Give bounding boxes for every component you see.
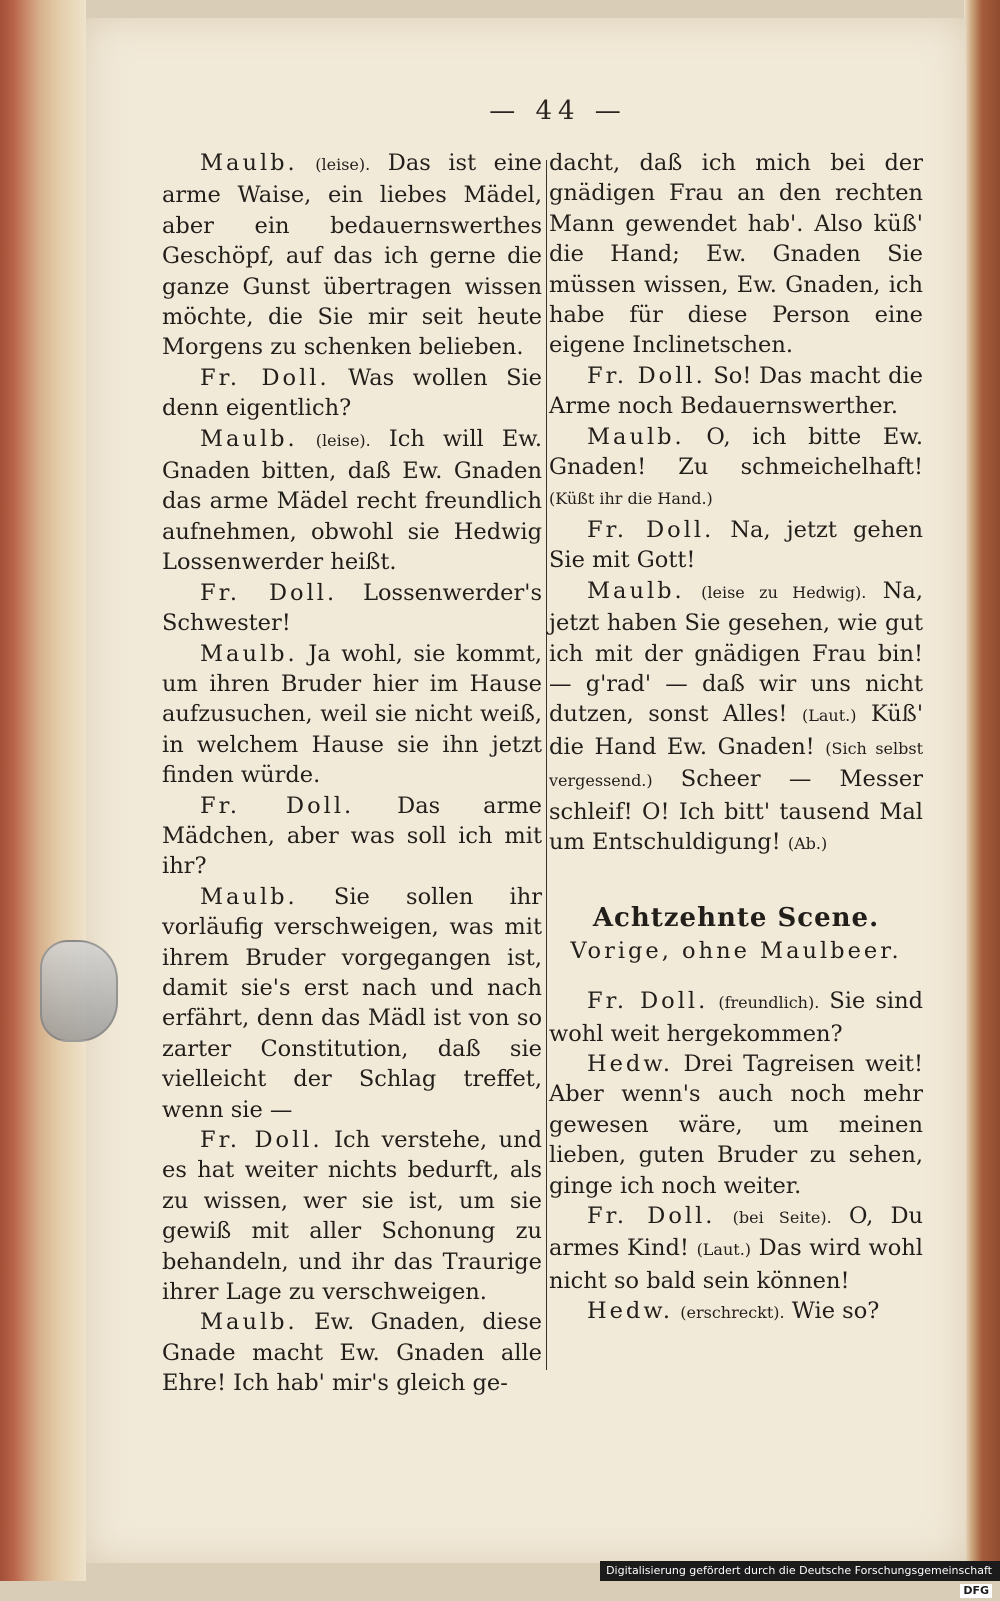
stage-direction: (leise). — [315, 155, 371, 174]
dialogue-line — [162, 424, 542, 578]
dialogue-text: Das wird wohl nicht so bald sein können! — [549, 1235, 923, 1294]
dialogue-line — [549, 576, 923, 860]
dialogue-line — [162, 791, 542, 882]
stage-direction: (leise zu Hedwig). — [701, 582, 867, 602]
stage-direction: (Küßt ihr die Hand.) — [549, 489, 713, 509]
page-clip-shadow — [40, 940, 118, 1042]
dialogue-text: Sie sollen ihr vorläufig verschweigen, was mit ihrem Bruder vorgegangen ist, damit sie's erst nach und nach erfährt, denn das Mädl ist von so zarter Constitution, daß sie vielleicht der Schlag treffet, wenn sie — — [162, 883, 542, 1123]
speaker-name: Fr. Doll. — [587, 988, 709, 1015]
left-column — [162, 148, 542, 1399]
speaker-name: Fr. Doll. — [200, 1127, 323, 1153]
stage-direction: (Laut.) — [696, 1240, 752, 1260]
stage-direction: (bei Seite). — [732, 1208, 832, 1227]
speaker-name: Fr. Doll. — [200, 579, 338, 606]
dialogue-text: O, Du armes Kind! — [549, 1203, 924, 1262]
dialogue-line — [162, 363, 542, 424]
stage-direction: (Ab.) — [787, 833, 828, 853]
dialogue-line — [162, 1125, 542, 1307]
speaker-name: Fr. Doll. — [200, 792, 355, 819]
speaker-name: Maulb. — [587, 423, 685, 450]
speaker-name: Maulb. — [200, 150, 298, 176]
dialogue-line — [549, 1201, 923, 1296]
dialogue-text: Drei Tagreisen weit! Aber wenn's auch noch mehr gewesen wäre, um meinen lieben, guten Bruder zu sehen, ginge ich noch weiter. — [549, 1050, 924, 1199]
dialogue-line — [549, 515, 923, 576]
dialogue-text: Ich will Ew. Gnaden bitten, daß Ew. Gnaden das arme Mädel recht freundlich aufnehmen, obwohl sie Hedwig Lossenwerder heißt. — [162, 425, 543, 576]
dialogue-line — [162, 882, 542, 1125]
dialogue-text: O, ich bitte Ew. Gnaden! Zu schmeichelhaft! — [549, 423, 923, 481]
book-edge-right — [964, 0, 1000, 1581]
dialogue-line — [549, 422, 923, 515]
right-column — [549, 148, 923, 1329]
dialogue-text: Das arme Mädchen, aber was soll ich mit ihr? — [162, 792, 542, 880]
speaker-name: Fr. Doll. — [587, 362, 706, 389]
stage-direction: (Sich selbst vergessend.) — [549, 738, 923, 791]
speaker-name: Maulb. — [587, 577, 685, 604]
dialogue-text: Küß' die Hand Ew. Gnaden! — [549, 701, 924, 760]
speaker-name: Maulb. — [200, 640, 298, 667]
dialogue-line — [162, 578, 542, 639]
footer-text: Digitalisierung gefördert durch die Deutsche Forschungsgemeinschaft — [606, 1564, 992, 1577]
dialogue-continuation: dacht, daß ich mich bei der gnädigen Frau an den rechten Mann gewendet hab'. Also küß' die Hand; Ew. Gnaden Sie müssen wissen, Ew. Gnaden, ich habe für diese Person eine eigene Inclinetschen. — [549, 150, 923, 359]
dialogue-text: Ja wohl, sie kommt, um ihren Bruder hier im Hause aufzusuchen, weil sie nicht weiß, in welchem Hause sie ihn jetzt finden würde. — [162, 640, 542, 789]
speaker-name: Hedw. — [587, 1050, 674, 1077]
speaker-name: Fr. Doll. — [200, 364, 330, 391]
dialogue-text: Ich verstehe, und es hat weiter nichts bedurft, als zu wissen, wer sie ist, um sie gewiß mit aller Schonung zu behandeln, und ihr das Traurige ihrer Lage zu verschweigen. — [162, 1127, 542, 1306]
stage-direction: (erschreckt). — [680, 1303, 785, 1323]
dialogue-line — [549, 1049, 923, 1201]
dialogue-text: Na, jetzt gehen Sie mit Gott! — [549, 516, 923, 574]
speaker-name: Maulb. — [200, 883, 298, 910]
dialogue-line — [162, 1307, 542, 1398]
book-edge-left — [0, 0, 86, 1581]
dfg-logo: DFG — [960, 1584, 992, 1598]
column-divider — [546, 160, 547, 1370]
dialogue-line — [549, 1296, 923, 1328]
dialogue-line — [549, 986, 923, 1049]
speaker-name: Maulb. — [200, 1309, 298, 1336]
speaker-name: Maulb. — [200, 425, 298, 452]
stage-direction: (freundlich). — [718, 993, 820, 1013]
footer-credit — [600, 1561, 1000, 1597]
dialogue-text: Ew. Gnaden, diese Gnade macht Ew. Gnaden alle Ehre! Ich hab' mir's gleich ge- — [162, 1309, 542, 1397]
dialogue-text: Scheer — Messer schleif! O! Ich bitt' tausend Mal um Entschuldigung! — [549, 766, 924, 855]
speaker-name: Hedw. — [587, 1298, 674, 1325]
speaker-name: Fr. Doll. — [587, 1203, 716, 1229]
dialogue-line — [549, 361, 923, 422]
dialogue-line — [162, 639, 542, 791]
stage-direction: (leise). — [315, 430, 371, 450]
scene-title: Achtzehnte Scene. — [592, 903, 880, 934]
dialogue-text: Wie so? — [791, 1298, 880, 1325]
page-number: — 44 — — [489, 96, 627, 126]
dialogue-text: Na, jetzt haben Sie gesehen, wie gut ich mit der gnädigen Frau bin! — g'rad' — daß wir uns nicht dutzen, sonst Alles! — [549, 577, 923, 728]
dialogue-text: Das ist eine arme Waise, ein liebes Mädel, aber ein bedauernswerthes Geschöpf, auf das ich gerne die ganze Gunst übertragen wissen möchte, die Sie mir seit heute Morgens zu schenken belieben. — [162, 150, 542, 361]
stage-direction: (Laut.) — [802, 706, 857, 726]
speaker-name: Fr. Doll. — [587, 516, 715, 543]
dialogue-text: Was wollen Sie denn eigentlich? — [162, 364, 542, 422]
dialogue-text: Lossenwerder's Schwester! — [162, 579, 542, 637]
dialogue-text: So! Das macht die Arme noch Bedauernswerther. — [549, 362, 923, 420]
dialogue-text: Sie sind wohl weit hergekommen? — [549, 988, 924, 1047]
dialogue-line — [162, 148, 542, 363]
scene-cast: Vorige, ohne Maulbeer. — [570, 937, 902, 964]
